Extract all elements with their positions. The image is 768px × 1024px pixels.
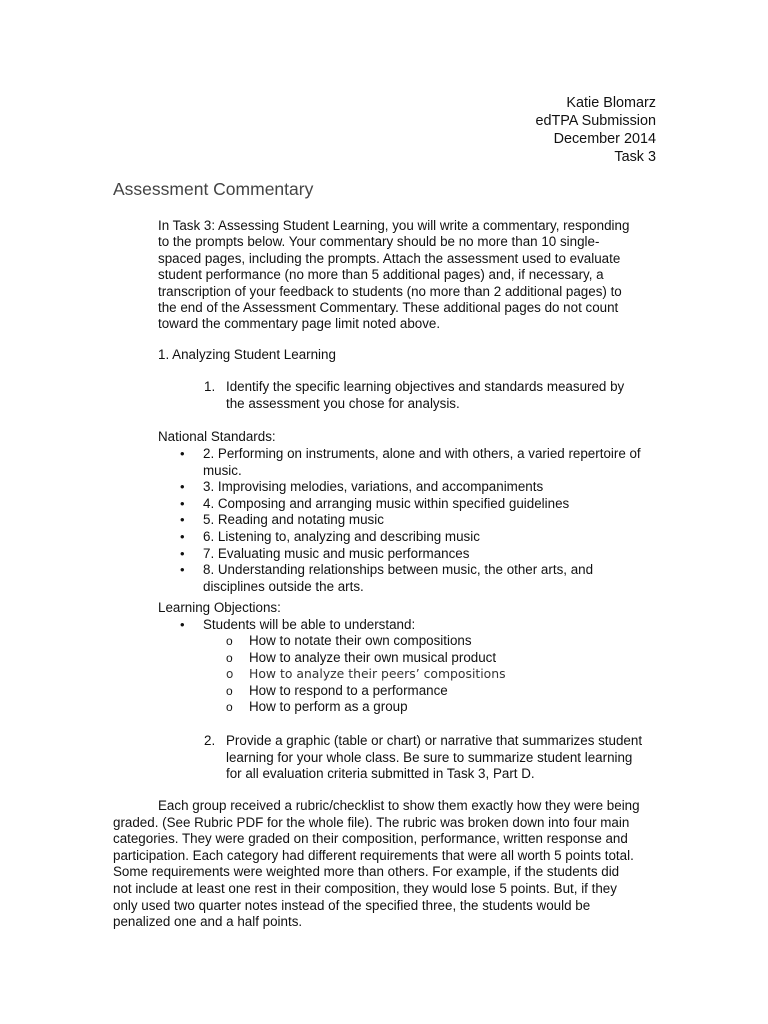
bullet-icon: • <box>180 479 185 495</box>
circle-bullet-icon: o <box>226 650 233 665</box>
standard-line: music. <box>203 462 242 478</box>
objective-text: How to analyze their peers’ compositions <box>249 666 506 682</box>
standard-line: 2. Performing on instruments, alone and with others, a varied repertoire of <box>203 446 641 461</box>
circle-bullet-icon: o <box>226 634 233 648</box>
response-line: graded. (See Rubric PDF for the whole file). The rubric was broken down into four main <box>113 814 630 830</box>
circle-bullet-icon: o <box>226 683 233 698</box>
intro-line: transcription of your feedback to students (no more than 2 additional pages) to <box>158 283 622 299</box>
bullet-icon: • <box>180 512 185 528</box>
submission-date: December 2014 <box>553 131 656 147</box>
list-item <box>180 496 641 513</box>
response-paragraph <box>113 798 673 931</box>
intro-paragraph <box>158 218 658 333</box>
list-item <box>226 650 506 667</box>
prompt-1-number: 1. <box>204 379 216 394</box>
prompt-2-number: 2. <box>204 733 216 748</box>
standard-line: disciplines outside the arts. <box>203 578 364 594</box>
list-item <box>180 617 415 634</box>
standard-line: 3. Improvising melodies, variations, and accompaniments <box>203 479 544 495</box>
list-item <box>180 546 641 563</box>
prompt-1-line: the assessment you chose for analysis. <box>226 395 460 411</box>
intro-line: the end of the Assessment Commentary. These additional pages do not count <box>158 300 619 316</box>
response-line: participation. Each category had different requirements that were all worth 5 points total. <box>113 847 634 863</box>
bullet-icon: • <box>180 545 185 561</box>
submission-label: edTPA Submission <box>535 113 656 129</box>
prompt-1-text <box>226 379 624 412</box>
bullet-icon: • <box>180 562 185 578</box>
intro-line: toward the commentary page limit noted above. <box>158 316 441 332</box>
list-item <box>180 512 641 529</box>
list-item <box>226 683 506 700</box>
objectives-sub-list <box>226 633 506 716</box>
author-header <box>535 94 656 166</box>
section-heading: 1. Analyzing Student Learning <box>158 347 336 362</box>
response-line: Some requirements were weighted more than others. For example, if the students did <box>113 864 620 880</box>
standard-line: 4. Composing and arranging music within specified guidelines <box>203 495 570 511</box>
bullet-icon: • <box>180 446 185 461</box>
learning-objections-list <box>180 617 415 634</box>
circle-bullet-icon: o <box>226 700 233 715</box>
list-item <box>226 666 506 683</box>
response-line: categories. They were graded on their composition, performance, written response and <box>113 831 628 847</box>
standard-line: 6. Listening to, analyzing and describing music <box>203 528 480 544</box>
prompt-2-line: learning for your whole class. Be sure to summarize student learning <box>226 749 633 765</box>
list-item <box>180 562 641 595</box>
prompt-2-line: for all evaluation criteria submitted in Task 3, Part D. <box>226 766 535 782</box>
objective-text: How to perform as a group <box>249 699 408 715</box>
standard-line: 7. Evaluating music and music performances <box>203 545 470 561</box>
response-line: only used two quarter notes instead of the specified three, the students would be <box>113 897 591 913</box>
prompt-2-line: Provide a graphic (table or chart) or narrative that summarizes student <box>226 733 643 748</box>
response-line: not include at least one rest in their composition, they would lose 5 points. But, if they <box>113 880 617 896</box>
intro-line: In Task 3: Assessing Student Learning, you will write a commentary, responding <box>158 218 630 233</box>
standard-line: 8. Understanding relationships between music, the other arts, and <box>203 562 594 578</box>
response-line: penalized one and a half points. <box>113 914 303 930</box>
list-item <box>226 699 506 716</box>
intro-line: to the prompts below. Your commentary should be no more than 10 single- <box>158 234 600 250</box>
objective-text: How to notate their own compositions <box>249 633 472 648</box>
list-item <box>180 479 641 496</box>
bullet-icon: • <box>180 617 185 632</box>
standard-line: 5. Reading and notating music <box>203 512 384 528</box>
objection-lead: Students will be able to understand: <box>203 617 416 632</box>
national-standards-list <box>180 446 641 595</box>
national-standards-label: National Standards: <box>158 429 276 444</box>
task-label: Task 3 <box>614 149 656 165</box>
objective-text: How to respond to a performance <box>249 682 448 698</box>
prompt-2-text <box>226 733 642 783</box>
list-item <box>180 529 641 546</box>
objective-text: How to analyze their own musical product <box>249 649 497 665</box>
circle-bullet-icon: o <box>226 667 234 682</box>
bullet-icon: • <box>180 495 185 511</box>
list-item <box>180 446 641 479</box>
list-item <box>226 633 506 650</box>
response-line: Each group received a rubric/checklist to show them exactly how they were being <box>158 798 640 813</box>
intro-line: student performance (no more than 5 additional pages) and, if necessary, a <box>158 267 604 283</box>
learning-objections-label: Learning Objections: <box>158 600 281 615</box>
prompt-1-line: Identify the specific learning objectives and standards measured by <box>226 379 625 394</box>
intro-line: spaced pages, including the prompts. Attach the assessment used to evaluate <box>158 250 621 266</box>
bullet-icon: • <box>180 528 185 544</box>
author-name: Katie Blomarz <box>566 95 656 111</box>
page-title: Assessment Commentary <box>113 179 314 199</box>
